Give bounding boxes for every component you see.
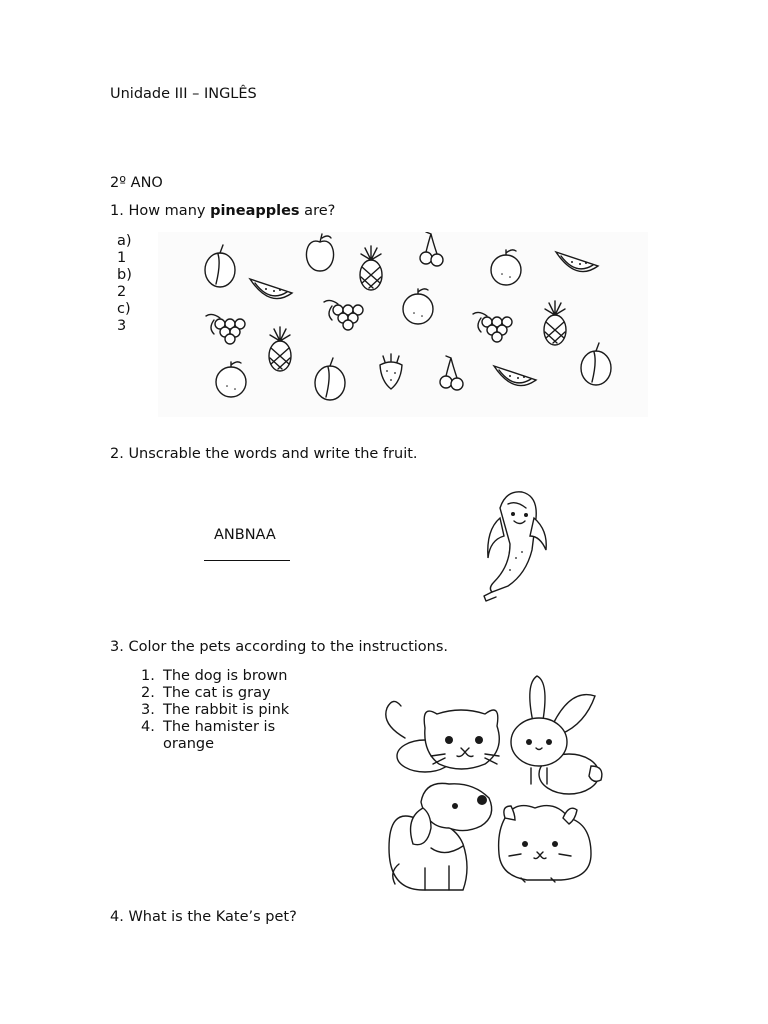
list-number: 4.	[141, 719, 155, 735]
list-text: The rabbit is pink	[163, 702, 290, 718]
question-4-title: 4. What is the Kate’s pet?	[110, 909, 297, 925]
list-number: 3.	[141, 702, 155, 718]
list-text: The cat is gray	[163, 685, 271, 701]
dog-drawing	[389, 783, 492, 890]
cat-drawing	[386, 701, 499, 772]
list-item	[141, 719, 289, 736]
list-text: orange	[163, 736, 215, 752]
banana-illustration	[470, 478, 575, 603]
list-item	[141, 685, 289, 702]
list-item	[141, 736, 289, 753]
grade-label: 2º ANO	[110, 175, 163, 191]
pets-illustration	[365, 668, 621, 908]
list-text: The hamister is	[163, 719, 276, 735]
question-1-options	[117, 233, 132, 335]
answer-blank[interactable]	[204, 559, 290, 561]
rabbit-drawing	[511, 676, 602, 794]
list-text: The dog is brown	[163, 668, 288, 684]
hamster-drawing	[499, 806, 591, 882]
question-1-suffix: are?	[299, 203, 336, 219]
list-number: 1.	[141, 668, 155, 684]
list-number: 2.	[141, 685, 155, 701]
question-1-bold-word: pineapples	[210, 203, 300, 219]
question-2-title: 2. Unscrable the words and write the fruit.	[110, 446, 418, 462]
option-value: 2	[117, 284, 127, 300]
option-label: c)	[117, 301, 131, 317]
option-value: 1	[117, 250, 127, 266]
list-number	[141, 736, 163, 753]
option-label: b)	[117, 267, 132, 283]
question-3-title: 3. Color the pets according to the instructions.	[110, 639, 449, 655]
question-1-title	[110, 203, 335, 219]
question-1-prefix: 1. How many	[110, 203, 211, 219]
scrambled-word: ANBNAA	[214, 527, 276, 543]
unit-title: Unidade III – INGLÊS	[110, 86, 257, 102]
list-item	[141, 702, 289, 719]
fruits-illustration	[158, 232, 648, 417]
option-value: 3	[117, 318, 127, 334]
list-item	[141, 668, 289, 685]
instructions-list	[141, 668, 289, 753]
option-label: a)	[117, 233, 132, 249]
